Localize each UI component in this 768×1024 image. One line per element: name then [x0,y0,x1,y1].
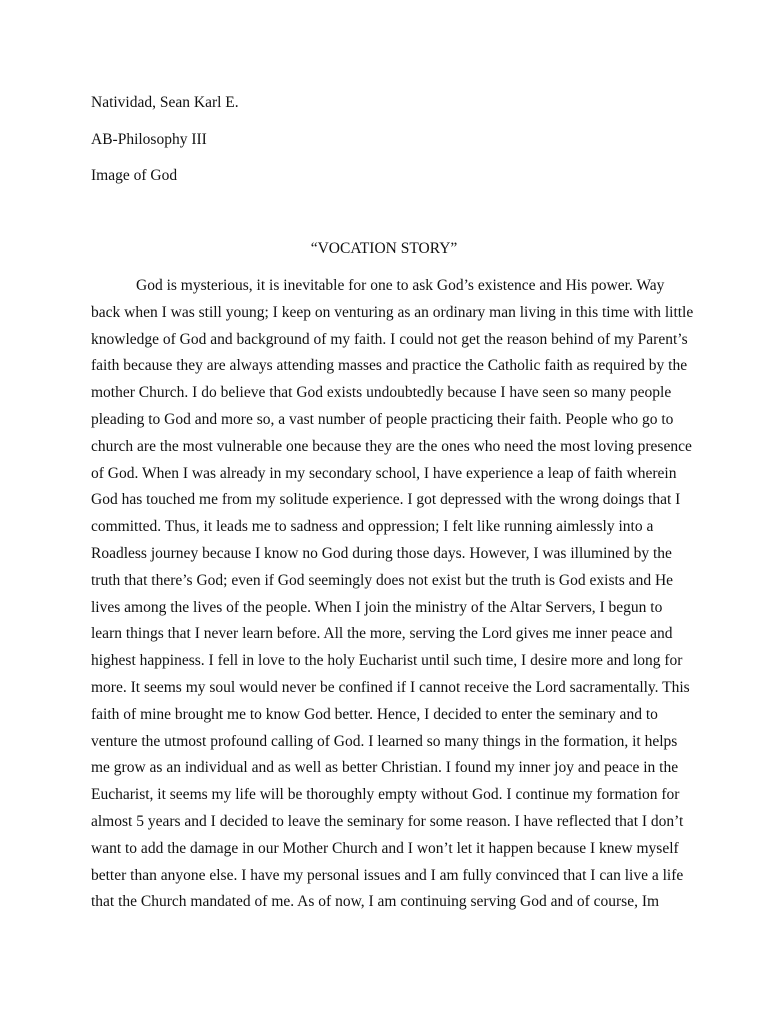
essay-paragraph [91,277,694,920]
paragraph-line: mother Church. I do believe that God exists undoubtedly because I have seen so many people [91,384,672,402]
paragraph-line: God is mysterious, it is inevitable for one to ask God’s existence and His power. Way [136,277,665,294]
course-line: AB-Philosophy III [91,131,207,148]
paragraph-line: venture the utmost profound calling of God. I learned so many things in the formation, it helps [91,732,678,750]
paragraph-line: highest happiness. I fell in love to the holy Eucharist until such time, I desire more and long for [91,652,683,670]
paragraph-line: back when I was still young; I keep on venturing as an ordinary man living in this time with little [91,303,694,321]
paragraph-line: pleading to God and more so, a vast number of people practicing their faith. People who go to [91,410,674,428]
paragraph-line: truth that there’s God; even if God seemingly does not exist but the truth is God exists and He [91,571,674,589]
paragraph-line: knowledge of God and background of my faith. I could not get the reason behind of my Parent’s [91,330,688,348]
paragraph-line: more. It seems my soul would never be confined if I cannot receive the Lord sacramentally. This [91,678,690,696]
paragraph-line: that the Church mandated of me. As of now, I am continuing serving God and of course, Im [91,893,660,911]
paragraph-line: better than anyone else. I have my personal issues and I am fully convinced that I can live a life [91,866,684,884]
paragraph-line: lives among the lives of the people. When I join the ministry of the Altar Servers, I begun to [91,598,663,616]
paragraph-line: of God. When I was already in my secondary school, I have experience a leap of faith wherein [91,464,677,482]
paragraph-line: God has touched me from my solitude experience. I got depressed with the wrong doings that I [91,491,681,509]
subject-line: Image of God [91,167,178,184]
author-name: Natividad, Sean Karl E. [91,94,239,111]
paragraph-line: want to add the damage in our Mother Church and I won’t let it happen because I knew myself [91,839,679,857]
paragraph-line: almost 5 years and I decided to leave the seminary for some reason. I have reflected that I don’t [91,812,684,830]
paragraph-line: church are the most vulnerable one because they are the ones who need the most loving presence [91,437,692,455]
paragraph-line: faith because they are always attending masses and practice the Catholic faith as required by the [91,357,688,375]
paragraph-line: Eucharist, it seems my life will be thoroughly empty without God. I continue my formation for [91,786,680,804]
paragraph-line: learn things that I never learn before. All the more, serving the Lord gives me inner peace and [91,625,673,643]
paragraph-line: Roadless journey because I know no God during those days. However, I was illumined by the [91,544,672,562]
document-title: “VOCATION STORY” [310,240,458,257]
paragraph-line: faith of mine brought me to know God better. Hence, I decided to enter the seminary and to [91,705,658,723]
paragraph-line: me grow as an individual and as well as better Christian. I found my inner joy and peace in the [91,759,679,777]
paragraph-line: committed. Thus, it leads me to sadness and oppression; I felt like running aimlessly into a [91,518,654,536]
